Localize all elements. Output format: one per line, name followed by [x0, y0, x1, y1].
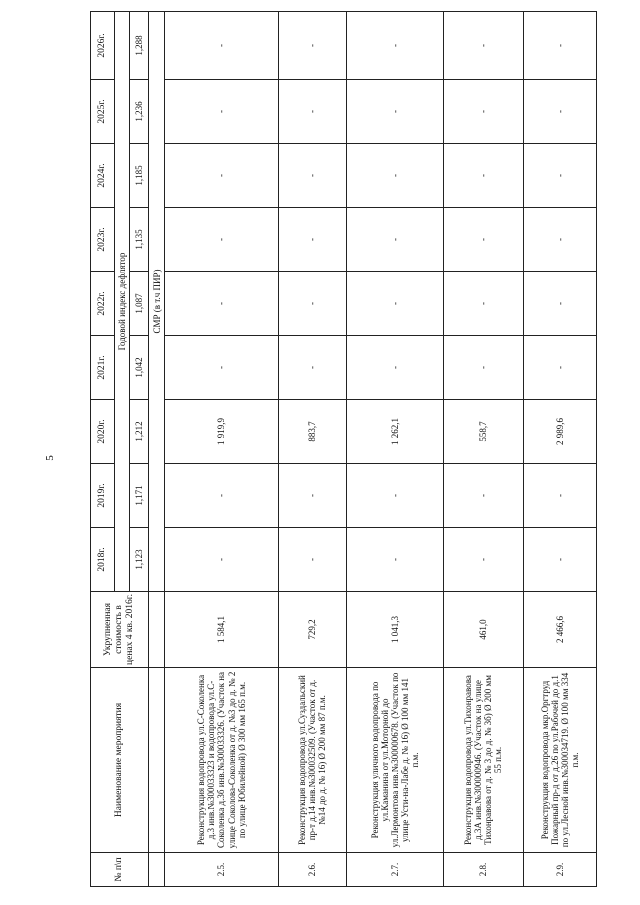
- row-value: 883,7: [278, 400, 346, 464]
- row-value: -: [443, 144, 523, 208]
- header-year: 2022г.: [91, 272, 115, 336]
- row-value: -: [165, 12, 278, 80]
- row-cost: 729,2: [278, 592, 346, 668]
- row-value: -: [443, 80, 523, 144]
- row-value: -: [165, 272, 278, 336]
- deflator-value: 1,123: [130, 528, 149, 592]
- header-year: 2020г.: [91, 400, 115, 464]
- row-value: -: [523, 336, 596, 400]
- investment-table: [90, 11, 597, 887]
- row-value: -: [346, 464, 443, 528]
- header-year: 2024г.: [91, 144, 115, 208]
- deflator-value: 1,236: [130, 80, 149, 144]
- header-year: 2018г.: [91, 528, 115, 592]
- smr-empty-cost: [148, 592, 165, 668]
- row-value: -: [443, 12, 523, 80]
- deflator-value: 1,087: [130, 272, 149, 336]
- header-year: 2025г.: [91, 80, 115, 144]
- row-num: 2.7.: [346, 853, 443, 887]
- row-num: 2.6.: [278, 853, 346, 887]
- row-value: -: [165, 336, 278, 400]
- row-name: Реконструкция водопровода ул.Тихонравова д.3А инв.№300000946. (Участок на улице Тихонравова от д. № 3 до д. № 3б) Ø 200 мм 55 п.м.: [443, 668, 523, 853]
- table-row: [523, 12, 596, 887]
- deflator-value: 1,171: [130, 464, 149, 528]
- row-name: Реконструкция водопровода ул.Суздальский пр-т д.14 инв.№300032509. (Участок от д. №14 до д. № 16) Ø 200 мм 87 п.м.: [278, 668, 346, 853]
- row-value: -: [346, 336, 443, 400]
- row-value: -: [346, 144, 443, 208]
- row-value: 1 262,1: [346, 400, 443, 464]
- row-cost: 1 584,1: [165, 592, 278, 668]
- table-row: [278, 12, 346, 887]
- header-num: № п\п: [91, 853, 149, 887]
- header-name: Наименование мероприятия: [91, 668, 149, 853]
- row-value: -: [346, 272, 443, 336]
- deflator-label: Годовой индекс дефлятор: [114, 12, 129, 592]
- row-value: -: [278, 336, 346, 400]
- row-cost: 461,0: [443, 592, 523, 668]
- row-value: -: [346, 528, 443, 592]
- deflator-value: 1,042: [130, 336, 149, 400]
- row-value: -: [523, 144, 596, 208]
- deflator-value: 1,185: [130, 144, 149, 208]
- row-value: -: [278, 12, 346, 80]
- table-row: [165, 12, 278, 887]
- deflator-value: 1,135: [130, 208, 149, 272]
- row-value: -: [346, 208, 443, 272]
- header-year: 2021г.: [91, 336, 115, 400]
- row-value: -: [278, 272, 346, 336]
- row-cost: 2 466,6: [523, 592, 596, 668]
- row-value: -: [165, 528, 278, 592]
- row-cost: 1 041,3: [346, 592, 443, 668]
- row-value: -: [278, 464, 346, 528]
- row-name: Реконструкция уличного водопровода по ул.Каманина от ул.Моторной до ул.Лермонтова инв.№300000678. (Участок по улице Усти-на-Лабе д. № 16) Ø 100 мм 141 п.м.: [346, 668, 443, 853]
- rotated-table-container: [90, 12, 597, 887]
- row-value: 2 989,6: [523, 400, 596, 464]
- row-value: -: [523, 528, 596, 592]
- row-value: -: [165, 80, 278, 144]
- row-value: -: [165, 208, 278, 272]
- smr-label: СМР (в т.ч ПИР): [148, 12, 165, 592]
- smr-empty-name: [148, 668, 165, 853]
- table-row: [443, 12, 523, 887]
- row-value: -: [165, 464, 278, 528]
- row-num: 2.9.: [523, 853, 596, 887]
- row-value: -: [523, 464, 596, 528]
- row-value: -: [523, 272, 596, 336]
- row-value: -: [443, 272, 523, 336]
- row-value: -: [278, 208, 346, 272]
- deflator-value: 1,288: [130, 12, 149, 80]
- row-value: -: [278, 80, 346, 144]
- row-value: 1 919,9: [165, 400, 278, 464]
- row-value: -: [443, 208, 523, 272]
- row-value: -: [165, 144, 278, 208]
- row-value: -: [523, 208, 596, 272]
- row-value: -: [346, 12, 443, 80]
- row-value: -: [443, 336, 523, 400]
- row-value: 558,7: [443, 400, 523, 464]
- row-value: -: [523, 80, 596, 144]
- row-value: -: [346, 80, 443, 144]
- header-year: 2026г.: [91, 12, 115, 80]
- page-number: 5: [44, 455, 56, 461]
- row-value: -: [278, 144, 346, 208]
- row-name: Реконструкция водопровода ул.С-Соколенка д.3 инв.№300033323 и водопровода ул.С-Соколенка д.3б инв.№300033326. (Участок на улице Соколова-Соколенка от д. №3 до д. № 2 по улице Юбилейной) Ø 300 мм 165 п.м.: [165, 668, 278, 853]
- row-num: 2.8.: [443, 853, 523, 887]
- deflator-value: 1,212: [130, 400, 149, 464]
- row-num: 2.5.: [165, 853, 278, 887]
- header-year: 2019г.: [91, 464, 115, 528]
- header-cost: Укрупненная стоимость в ценах 4 кв. 2016г.: [91, 592, 149, 668]
- row-value: -: [278, 528, 346, 592]
- smr-empty-num: [148, 853, 165, 887]
- row-value: -: [523, 12, 596, 80]
- row-value: -: [443, 464, 523, 528]
- row-value: -: [443, 528, 523, 592]
- table-row: [346, 12, 443, 887]
- row-name: Реконструкция водопровода мкр.Оргтруд Пожарный пр-д от д.26 по ул.Рабочей до д.1 по ул.Лесной инв.№300034719. Ø 100 мм 334 п.м.: [523, 668, 596, 853]
- header-year: 2023г.: [91, 208, 115, 272]
